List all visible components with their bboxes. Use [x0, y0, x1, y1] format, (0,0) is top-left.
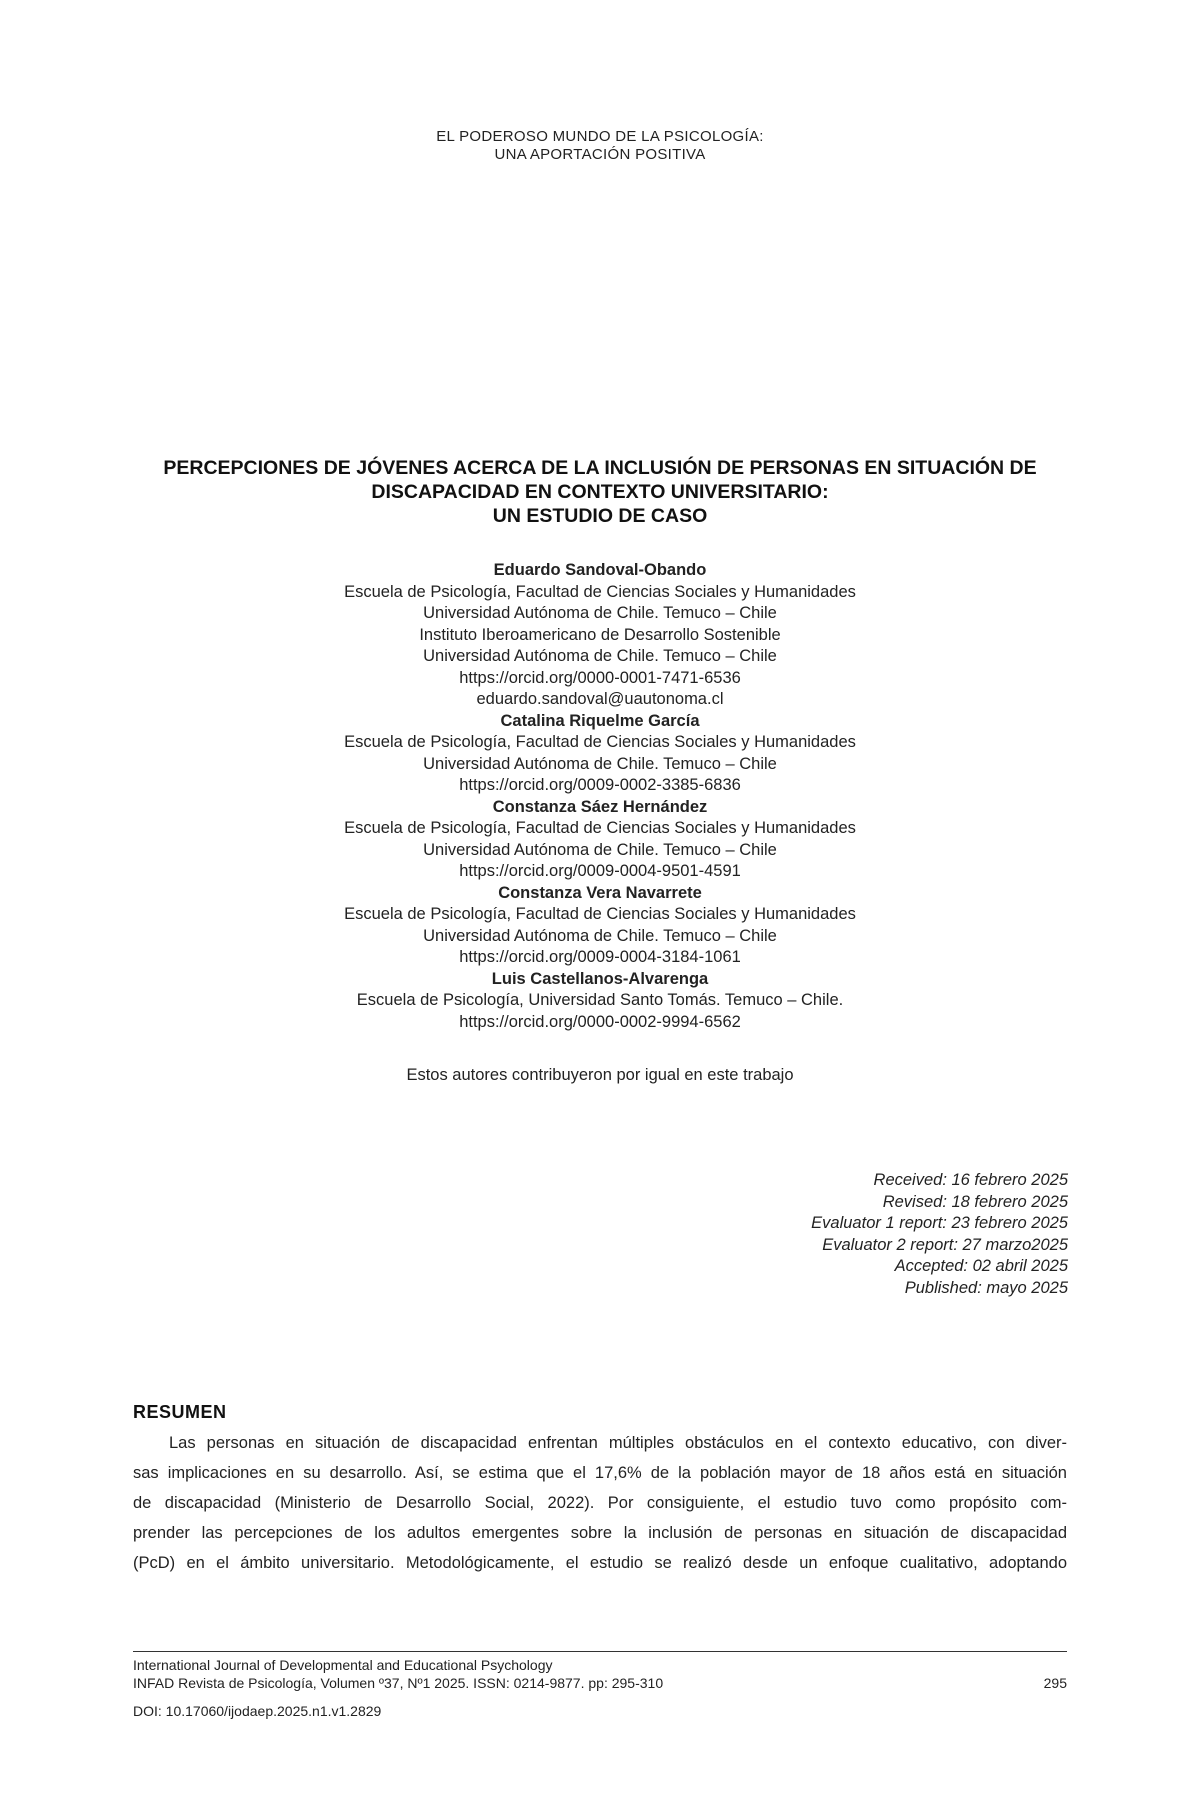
author-affiliation: Universidad Autónoma de Chile. Temuco – Chile — [423, 754, 777, 773]
abstract-line: Las personas en situación de discapacidad enfrentan múltiples obstáculos en el contexto educativo, con diver- — [169, 1434, 1067, 1452]
abstract-line: (PcD) en el ámbito universitario. Metodológicamente, el estudio se realizó desde un enfoque cualitativo, adoptando — [133, 1554, 1067, 1572]
author-orcid: https://orcid.org/0009-0004-9501-4591 — [459, 862, 741, 880]
date-accepted: Accepted: 02 abril 2025 — [894, 1257, 1068, 1275]
author-affiliation: Escuela de Psicología, Facultad de Ciencias Sociales y Humanidades — [344, 582, 856, 601]
abstract-line: de discapacidad (Ministerio de Desarrollo Social, 2022). Por consiguiente, el estudio tuvo como propósito com- — [133, 1494, 1067, 1512]
author-affiliation: Escuela de Psicología, Facultad de Ciencias Sociales y Humanidades — [344, 905, 856, 923]
footer-journal-name: International Journal of Developmental and Educational Psychology — [133, 1657, 553, 1673]
page-number: 295 — [1043, 1675, 1067, 1691]
footer-doi: DOI: 10.17060/ijodaep.2025.n1.v1.2829 — [133, 1703, 382, 1719]
author-affiliation: Escuela de Psicología, Universidad Santo Tomás. Temuco – Chile. — [356, 991, 844, 1009]
title-line-3: UN ESTUDIO DE CASO — [492, 505, 708, 527]
author-name: Eduardo Sandoval-Obando — [493, 561, 707, 579]
date-received: Received: 16 febrero 2025 — [873, 1171, 1068, 1189]
author-affiliation: Instituto Iberoamericano de Desarrollo Sostenible — [419, 625, 781, 644]
page-footer — [133, 1656, 1067, 1720]
author-affiliation: Escuela de Psicología, Facultad de Ciencias Sociales y Humanidades — [344, 819, 856, 837]
article-title — [130, 456, 1070, 528]
running-head-line-2: UNA APORTACIÓN POSITIVA — [494, 146, 706, 163]
author-orcid: https://orcid.org/0009-0004-3184-1061 — [459, 948, 741, 966]
author-block — [150, 797, 1050, 883]
abstract-line: sas implicaciones en su desarrollo. Así, se estima que el 17,6% de la población mayor de 18 años está en situación — [133, 1464, 1067, 1482]
author-block — [150, 560, 1050, 711]
date-published: Published: mayo 2025 — [904, 1278, 1068, 1297]
date-evaluator-2: Evaluator 2 report: 27 marzo2025 — [822, 1235, 1068, 1254]
date-revised: Revised: 18 febrero 2025 — [882, 1192, 1068, 1211]
footer-citation: INFAD Revista de Psicología, Volumen º37, Nº1 2025. ISSN: 0214-9877. pp: 295-310 — [133, 1675, 664, 1691]
author-block — [150, 711, 1050, 797]
footer-citation-row — [133, 1674, 1067, 1692]
running-head — [0, 128, 1200, 164]
author-email: eduardo.sandoval@uautonoma.cl — [476, 690, 724, 708]
title-line-2: DISCAPACIDAD EN CONTEXTO UNIVERSITARIO: — [371, 481, 829, 503]
footer-divider — [133, 1651, 1067, 1652]
author-name: Luis Castellanos-Alvarenga — [491, 969, 709, 988]
author-orcid: https://orcid.org/0000-0002-9994-6562 — [459, 1012, 741, 1031]
author-orcid: https://orcid.org/0009-0002-3385-6836 — [459, 776, 741, 794]
running-head-line-1: EL PODEROSO MUNDO DE LA PSICOLOGÍA: — [436, 128, 764, 145]
abstract-heading: RESUMEN — [133, 1402, 227, 1422]
author-name: Constanza Vera Navarrete — [498, 883, 702, 902]
author-affiliation: Universidad Autónoma de Chile. Temuco – Chile — [423, 926, 777, 945]
author-name: Catalina Riquelme García — [500, 711, 700, 730]
submission-dates — [568, 1170, 1068, 1299]
author-affiliation: Escuela de Psicología, Facultad de Ciencias Sociales y Humanidades — [344, 733, 856, 751]
author-orcid: https://orcid.org/0000-0001-7471-6536 — [459, 668, 741, 687]
contribution-note: Estos autores contribuyeron por igual en este trabajo — [406, 1066, 794, 1084]
author-block — [150, 969, 1050, 1034]
author-name: Constanza Sáez Hernández — [492, 797, 708, 816]
title-line-1: PERCEPCIONES DE JÓVENES ACERCA DE LA INCLUSIÓN DE PERSONAS EN SITUACIÓN DE — [163, 457, 1037, 479]
author-block — [150, 883, 1050, 969]
author-affiliation: Universidad Autónoma de Chile. Temuco – Chile — [423, 840, 777, 859]
abstract-line: prender las percepciones de los adultos emergentes sobre la inclusión de personas en situación de discapacidad — [133, 1524, 1067, 1542]
abstract-body — [133, 1428, 1067, 1578]
author-affiliation: Universidad Autónoma de Chile. Temuco – Chile — [423, 647, 777, 665]
author-list — [150, 560, 1050, 1033]
date-evaluator-1: Evaluator 1 report: 23 febrero 2025 — [811, 1214, 1068, 1232]
author-affiliation: Universidad Autónoma de Chile. Temuco – Chile — [423, 604, 777, 622]
